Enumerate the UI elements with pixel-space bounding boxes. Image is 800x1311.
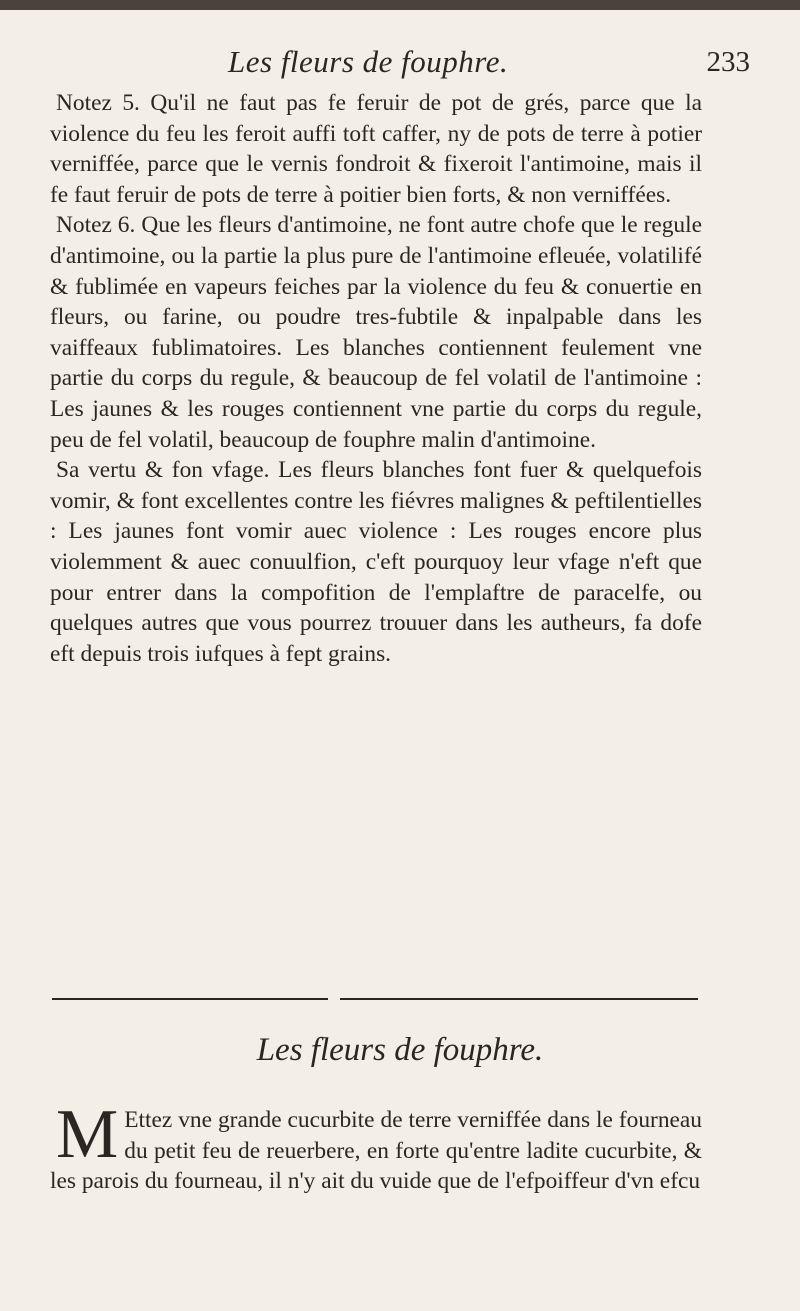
page-top-edge <box>0 0 800 10</box>
running-title: Les fleurs de fouphre. <box>228 44 509 79</box>
paragraph-note-5: Notez 5. Qu'il ne faut pas fe feruir de pot de grés, parce que la violence du feu les feroit auffi toft caffer, ny de pots de terre à potier verniffée, parce que le vernis fondroit & fixeroit l'antimoine, mais il fe faut feruir de pots de terre à poitier bien forts, & non verniffées. <box>50 90 702 208</box>
section-paragraph <box>50 1096 702 1197</box>
section-paragraph-text: Ettez vne grande cucurbite de terre verniffée dans le fourneau du petit feu de reuerbere, en forte qu'entre ladite cucurbite, & les parois du fourneau, il n'y ait du vuide que de l'efpoiffeur d'vn efcu <box>50 1107 702 1195</box>
page-number: 233 <box>706 46 750 78</box>
page-header <box>50 44 750 84</box>
paragraph-note-6: Notez 6. Que les fleurs d'antimoine, ne font autre chofe que le regule d'antimoine, ou la partie la plus pure de l'antimoine efleuée, volatilifé & fublimée en vapeurs feiches par la violence du feu & conuertie en fleurs, ou farine, ou poudre tres-fubtile & inpalpable dans les vaiffeaux fublimatoires. Les blanches contiennent feulement vne partie du corps du regule, & beaucoup de fel volatil de l'antimoine : Les jaunes & les rouges contiennent vne partie du corps du regule, peu de fel volatil, beaucoup de fouphre malin d'antimoine. <box>50 212 702 453</box>
divider-rule-left <box>52 998 328 1000</box>
dropcap-letter: M <box>56 1096 119 1173</box>
body-text <box>50 88 702 669</box>
section-text <box>50 1096 702 1197</box>
paragraph-vertu: Sa vertu & fon vfage. Les fleurs blanches font fuer & quelquefois vomir, & font excellentes contre les fiévres malignes & peftilentielles : Les jaunes font vomir auec violence : Les rouges encore plus violemment & auec conuulfion, c'eft pourquoy leur vfage n'eft que pour entrer dans la compofition de l'emplaftre de paracelfe, ou quelques autres que vous pourrez trouuer dans les autheurs, fa dofe eft depuis trois iufques à fept grains. <box>50 457 702 667</box>
section-title: Les fleurs de fouphre. <box>256 1032 544 1068</box>
divider-rule-right <box>340 998 698 1000</box>
